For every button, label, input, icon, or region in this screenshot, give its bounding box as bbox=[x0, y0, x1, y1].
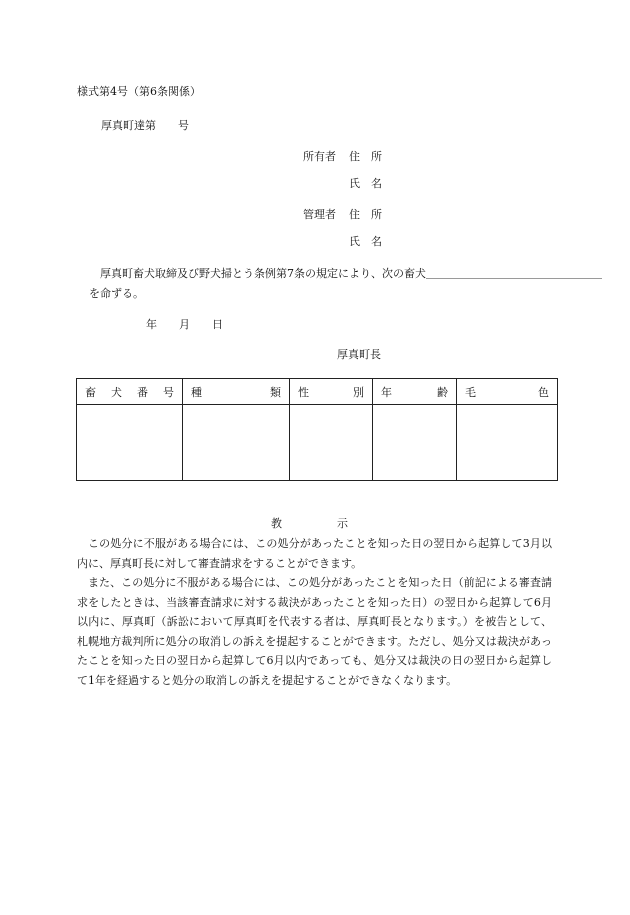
table-row bbox=[77, 405, 558, 481]
header-char: 年 bbox=[381, 385, 392, 399]
header-age bbox=[373, 379, 457, 405]
issuer: 厚真町長 bbox=[337, 348, 381, 361]
header-char: 齢 bbox=[437, 385, 448, 399]
form-number: 様式第4号（第6条関係） bbox=[77, 85, 201, 98]
header-char: 号 bbox=[163, 385, 174, 399]
manager-address-label: 住 所 bbox=[349, 208, 382, 221]
owner-address-label: 住 所 bbox=[349, 150, 382, 163]
cell-breed[interactable] bbox=[183, 405, 290, 481]
order-line-1: 厚真町畜犬取締及び野犬掃とう条例第7条の規定により、次の畜犬＿＿＿＿＿＿＿＿＿＿＿＿＿＿＿＿ bbox=[100, 267, 602, 280]
dog-info-table bbox=[76, 378, 558, 481]
manager-name-label: 氏 名 bbox=[349, 235, 382, 248]
document-number: 厚真町達第 号 bbox=[101, 119, 189, 132]
header-char: 性 bbox=[298, 385, 309, 399]
order-line-2: を命ずる。 bbox=[89, 287, 144, 300]
cell-age[interactable] bbox=[373, 405, 457, 481]
cell-coat-color[interactable] bbox=[457, 405, 558, 481]
header-breed bbox=[183, 379, 290, 405]
notice-title: 教 示 bbox=[271, 517, 348, 530]
owner-name-label: 氏 名 bbox=[349, 177, 382, 190]
header-char: 色 bbox=[538, 385, 549, 399]
header-char: 犬 bbox=[111, 385, 122, 399]
cell-dog-number[interactable] bbox=[77, 405, 183, 481]
issue-date: 年 月 日 bbox=[146, 318, 223, 331]
manager-label: 管理者 bbox=[303, 208, 336, 221]
cell-sex[interactable] bbox=[290, 405, 373, 481]
header-sex bbox=[290, 379, 373, 405]
header-char: 類 bbox=[270, 385, 281, 399]
header-char: 畜 bbox=[85, 385, 96, 399]
header-char: 番 bbox=[137, 385, 148, 399]
table-header-row bbox=[77, 379, 558, 405]
owner-label: 所有者 bbox=[303, 150, 336, 163]
notice-paragraph-2: また、この処分に不服がある場合には、この処分があったことを知った日（前記による審査請求をしたときは、当該審査請求に対する裁決があったことを知った日）の翌日から起算して6月以内に、厚真町（訴訟において厚真町を代表する者は、厚真町長となります。）を被告として、札幌地方裁判所に処分の取消しの訴えを提起することができます。ただし、処分又は裁決があったことを知った日の翌日から起算して6月以内であっても、処分又は裁決の日の翌日から起算して1年を経過すると処分の取消しの訴えを提起することができなくなります。 bbox=[77, 576, 552, 687]
header-char: 毛 bbox=[465, 385, 476, 399]
header-dog-number bbox=[77, 379, 183, 405]
notice-body bbox=[77, 534, 552, 690]
notice-paragraph-1: この処分に不服がある場合には、この処分があったことを知った日の翌日から起算して3月以内に、厚真町長に対して審査請求をすることができます。 bbox=[77, 537, 552, 570]
header-char: 種 bbox=[191, 385, 202, 399]
header-char: 別 bbox=[353, 385, 364, 399]
header-coat-color bbox=[457, 379, 558, 405]
